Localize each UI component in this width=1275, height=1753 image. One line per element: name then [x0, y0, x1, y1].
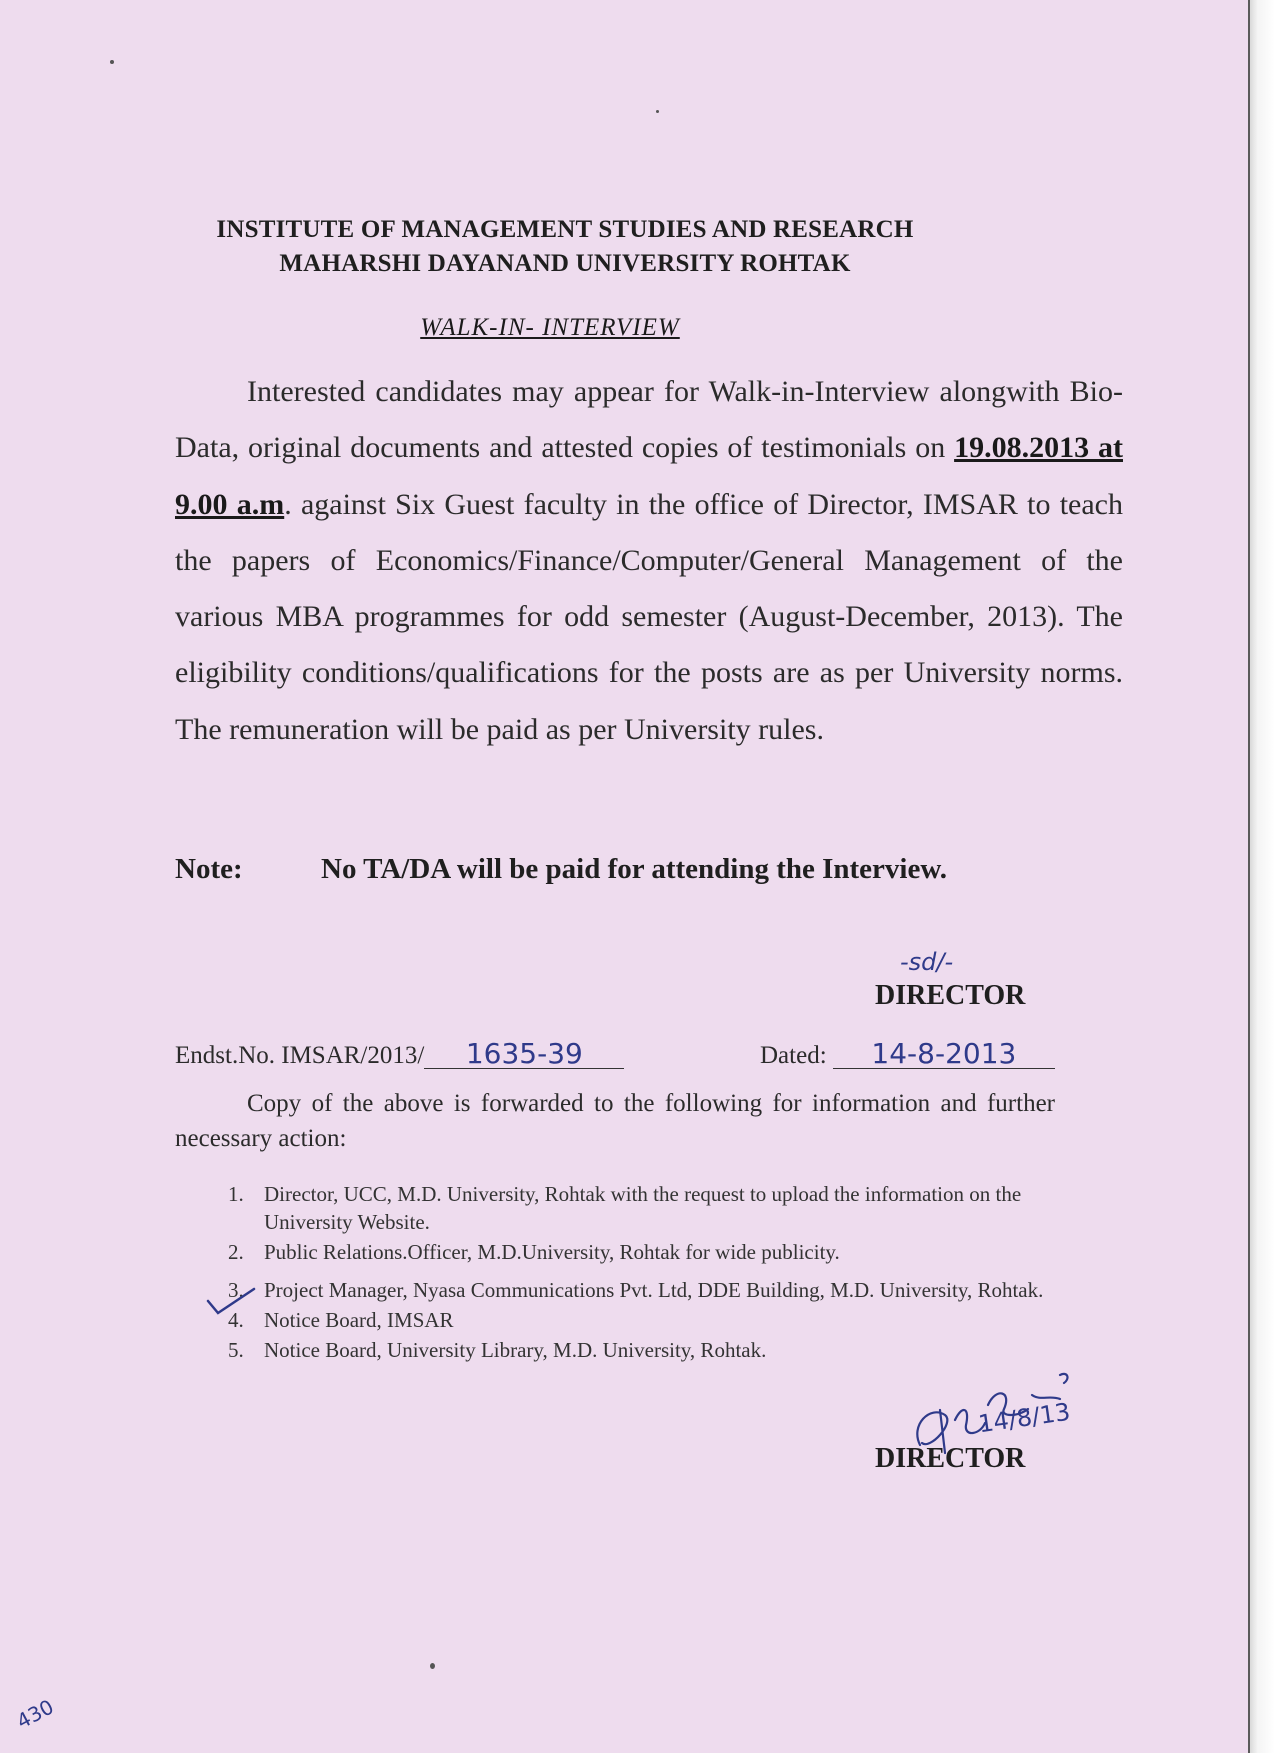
list-item-number: 1. — [228, 1182, 244, 1206]
list-item-text: Notice Board, IMSAR — [264, 1308, 454, 1332]
list-item-text: Notice Board, University Library, M.D. University, Rohtak. — [264, 1338, 767, 1362]
list-item — [228, 1276, 1058, 1304]
list-item-text: Project Manager, Nyasa Communications Pvt. Ltd, DDE Building, M.D. University, Rohtak. — [264, 1278, 1044, 1302]
endorsement-number — [175, 1037, 624, 1070]
list-item — [228, 1180, 1058, 1236]
dated-label: Dated: — [760, 1042, 827, 1069]
dated-value: 14-8-2013 — [833, 1040, 1055, 1069]
interview-date-time: 19.08.2013 at 9.00 a.m — [175, 431, 1123, 521]
list-item-number: 3. — [228, 1278, 244, 1302]
endorsement-number-value: 1635-39 — [424, 1040, 624, 1069]
body-text-part2: . against Six Guest faculty in the office of Director, IMSAR to teach the papers of Economics/Finance/Computer/General Management of the various MBA programmes for odd semester (August-December, 2013). The eligibility conditions/qualifications for the posts are as per University norms. The remuneration will be paid as per University rules. — [175, 487, 1123, 746]
note-label: Note: — [175, 853, 243, 885]
list-item-text: Director, UCC, M.D. University, Rohtak with the request to upload the information on the University Website. — [264, 1182, 1022, 1234]
scan-speck — [656, 110, 659, 113]
director-designation-1: DIRECTOR — [875, 980, 1026, 1011]
page-number: 430 — [12, 1694, 58, 1734]
list-item-text: Public Relations.Officer, M.D.University, Rohtak for wide publicity. — [264, 1240, 840, 1264]
list-item-number: 4. — [228, 1308, 244, 1332]
check-mark-icon — [206, 1287, 256, 1317]
endorsement-prefix: Endst.No. IMSAR/2013/ — [175, 1042, 425, 1069]
copy-forward-text: Copy of the above is forwarded to the following for information and further necessary action: — [175, 1090, 1055, 1152]
scan-speck — [430, 1663, 435, 1669]
notice-body — [175, 364, 1123, 758]
note — [175, 853, 947, 886]
director-designation-2: DIRECTOR — [875, 1443, 1026, 1474]
list-item-number: 5. — [228, 1338, 244, 1362]
recipient-list — [228, 1180, 1058, 1366]
list-item-number: 2. — [228, 1240, 244, 1264]
signature-date: 14/8/13 — [976, 1397, 1073, 1439]
institute-name: INSTITUTE OF MANAGEMENT STUDIES AND RESEARCH — [216, 216, 914, 243]
list-item — [228, 1238, 1058, 1266]
sd-mark: -sd/- — [900, 948, 954, 976]
list-item — [228, 1306, 1058, 1334]
notice-title: WALK-IN- INTERVIEW — [420, 314, 680, 341]
note-text: No TA/DA will be paid for attending the Interview. — [321, 853, 947, 885]
list-item — [228, 1336, 1058, 1364]
endorsement-date — [760, 1037, 1055, 1070]
page-edge — [1248, 0, 1275, 1753]
body-text-part1: Interested candidates may appear for Walk-in-Interview alongwith Bio-Data, original documents and attested copies of testimonials on — [175, 375, 1123, 465]
university-name: MAHARSHI DAYANAND UNIVERSITY ROHTAK — [279, 250, 851, 277]
scan-speck — [110, 60, 114, 64]
